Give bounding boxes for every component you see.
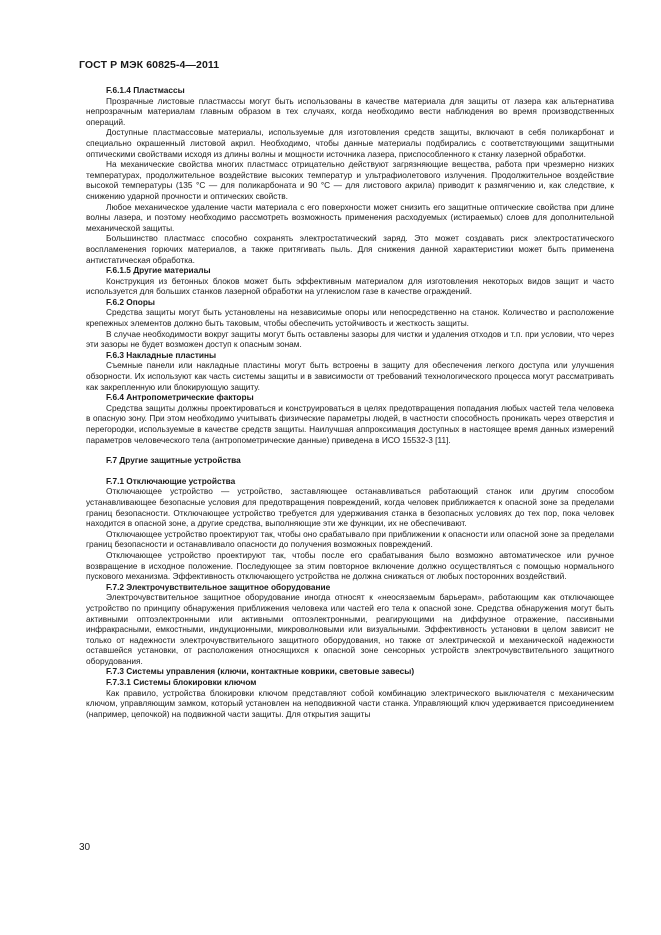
- section-heading: F.7.1 Отключающие устройства: [106, 475, 236, 486]
- document-header: ГОСТ Р МЭК 60825-4—2011: [79, 59, 220, 71]
- section-heading: F.6.1.5 Другие материалы: [106, 265, 211, 276]
- section-heading: F.7.2 Электрочувствительное защитное оборудование: [106, 581, 331, 592]
- paragraph: На механические свойства многих пластмасс отрицательно действуют загрязняющие вещества, работа при чрезмерно низких температурах, продолжительное воздействие высоких температур и ультрафиолетового излучения. Продолжительное воздействие высокой температуры (135 °С — для поликарбоната и 90 °С — для листового акрила) приводит к размягчению и, как следствие, к снижению ударной прочности и оптических свойств.: [86, 159, 614, 201]
- paragraph: Отключающее устройство проектируют так, чтобы после его срабатывания было возможно автоматическое или ручное возвращение в исходное положение. Последующее за этим повторное включение должно осуществляться с помощью нормального пускового механизма. Эффективность отключающего устройства не должна снижаться от любых посторонних воздействий.: [86, 549, 614, 582]
- paragraph: Конструкция из бетонных блоков может быть эффективным материалом для изготовления некоторых видов защит и часто используется для больших станков лазерной обработки на углекислом газе в качестве ограждений.: [86, 275, 614, 297]
- paragraph: Средства защиты могут быть установлены на независимые опоры или непосредственно на станок. Количество и расположение крепежных элементов должно быть таковым, чтобы обеспечить устойчивость и жесткость защиты.: [86, 307, 614, 329]
- paragraph: Средства защиты должны проектироваться и конструироваться в целях предотвращения попадания любых частей тела человека в опасную зону. При этом необходимо учитывать физические параметры людей, в частности способность проникать через отверстия и перегородки, используемые в качестве средств защиты. Наилучшая аппроксимация доступных в настоящее время данных измерений параметров человеческого тела (антропометрические данные) приведена в ИСО 15532-3 [11].: [86, 402, 614, 445]
- section-heading: F.6.3 Накладные пластины: [106, 349, 217, 360]
- paragraph: Как правило, устройства блокировки ключом представляют собой комбинацию электрического выключателя с механическим ключом, управляющим замком, который установлен на неподвижной части станка. Управляющий ключ удерживается присоединением (например, цепочкой) на подвижной части защиты. Для открытия защиты: [86, 687, 614, 719]
- paragraph: Электрочувствительное защитное оборудование иногда относят к «неосязаемым барьерам», работающим как отключающее устройство по принципу обнаружения приближения человека или частей его тела к опасной зоне. Средства обнаружения могут быть активными оптоэлектронными или активными оптоэлектронными, реагирующими на диффузное отражение, пассивными инфракрасными, емкостными, индукционными, микроволновыми или визуальными. Эффективность установки в целом зависит не только от надежности электрочувствительного защитного оборудования, но также от электрической и механической надежности оставшейся установки, от расположения относящихся к опасной зоне сенсорных устройств электрочувствительного защитного оборудования.: [86, 592, 614, 666]
- section-heading: F.6.4 Антропометрические факторы: [106, 392, 254, 403]
- section-heading: F.7 Другие защитные устройства: [106, 455, 241, 466]
- paragraph: Отключающее устройство проектируют так, чтобы оно срабатывало при приближении к опасности или опасной зоне за пределами границ безопасности и останавливало опасности до получения возможных повреждений.: [86, 528, 614, 550]
- paragraph: Большинство пластмасс способно сохранять электростатический заряд. Это может создавать риск электростатического воспламенения горючих материалов, а также притягивать пыль. Для снижения данной характеристики может быть применена антистатическая обработка.: [86, 233, 614, 265]
- paragraph: В случае необходимости вокруг защиты могут быть оставлены зазоры для чистки и удаления отходов и т.п. при условии, что через эти зазоры не будет возможен доступ к опасным зонам.: [86, 328, 614, 350]
- paragraph: Отключающее устройство — устройство, заставляющее останавливаться работающий станок или другим способом устанавливающее безопасные условия для предотвращения повреждений, когда человек приближается к опасной зоне за пределами границ безопасности. Отключающее устройство требуется для удерживания станка в безопасных условиях до тех пор, пока человек находится в опасной зоне, а другие средства, выполняющие эти же функции, их не обеспечивают.: [86, 486, 614, 529]
- paragraph: Прозрачные листовые пластмассы могут быть использованы в качестве материала для защиты от лазера как альтернатива непрозрачным материалам главным образом в тех случаях, когда необходимо вести наблюдения во время производственных операций.: [86, 95, 614, 127]
- section-heading: F.7.3.1 Системы блокировки ключом: [106, 677, 257, 688]
- section-heading: F.6.1.4 Пластмассы: [106, 85, 185, 95]
- paragraph: Съемные панели или накладные пластины могут быть встроены в защиту для обеспечения легкого доступа или улучшения обзорности. Их используют как часть системы защиты и в зависимости от требований технологического процесса могут рассматривать как закрепленную или блокирующую защиту.: [86, 360, 614, 392]
- paragraph: Доступные пластмассовые материалы, используемые для изготовления средств защиты, включают в себя поликарбонат и специально окрашенный листовой акрил. Необходимо, чтобы данные материалы подбирались с соответствующими защитными оптическими свойствами исходя из длины волны и мощности источника лазера, приспособленного к станку лазерной обработки.: [86, 127, 614, 159]
- page-number: 30: [79, 842, 91, 853]
- section-heading: F.6.2 Опоры: [106, 296, 155, 307]
- section-heading: F.7.3 Системы управления (ключи, контактные коврики, световые завесы): [106, 666, 415, 677]
- paragraph: Любое механическое удаление части материала с его поверхности может снизить его защитные оптические свойства при длине волны лазера, и поэтому необходимо рассмотреть возможность применения расходуемых (истираемых) слоев для дополнительной механической защиты.: [86, 201, 614, 233]
- document-body: [86, 85, 614, 719]
